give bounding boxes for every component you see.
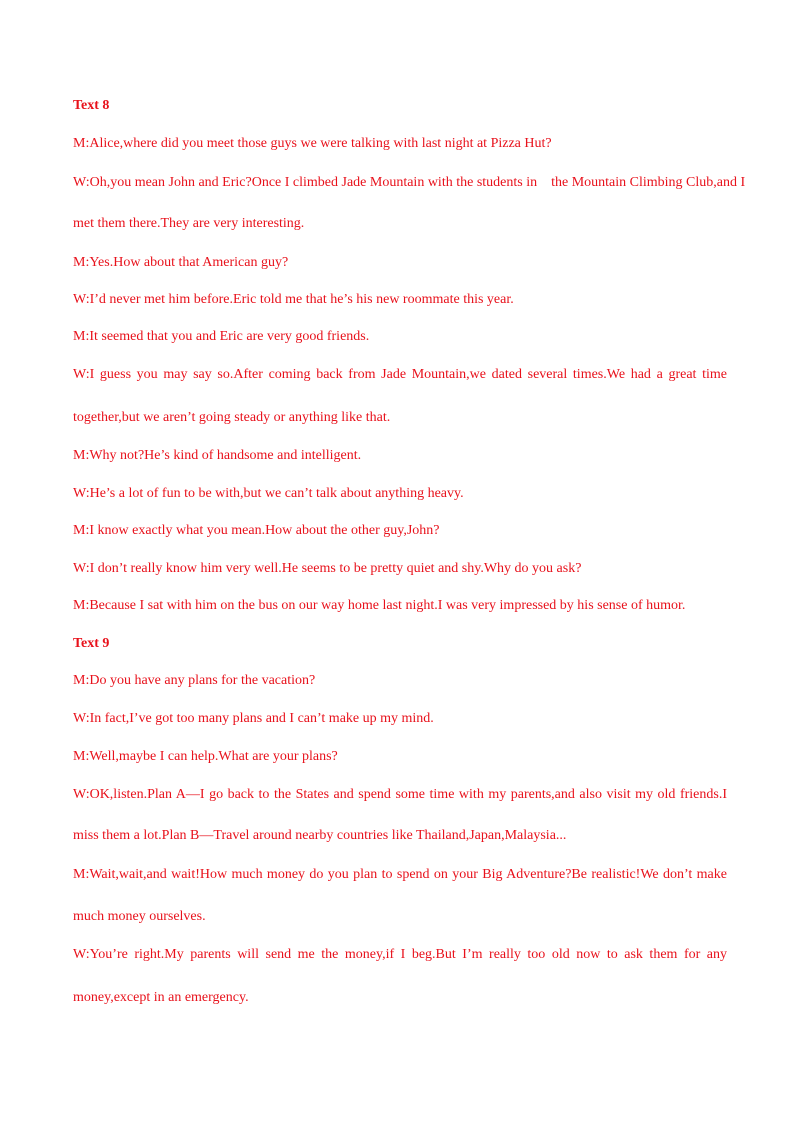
dialogue-line: much money ourselves.	[73, 909, 206, 924]
dialogue-line: M:Yes.How about that American guy?	[73, 255, 289, 270]
dialogue-line: W:I’d never met him before.Eric told me that he’s his new roommate this year.	[73, 292, 514, 307]
dialogue-line: M:Alice,where did you meet those guys we were talking with last night at Pizza Hut?	[73, 136, 552, 151]
section-heading-text-9: Text 9	[73, 636, 110, 651]
dialogue-line: M:Why not?He’s kind of handsome and intelligent.	[73, 448, 362, 463]
dialogue-line: M:Because I sat with him on the bus on our way home last night.I was very impressed by his sense of humor.	[73, 598, 686, 613]
dialogue-line: M:Do you have any plans for the vacation?	[73, 673, 316, 688]
dialogue-line: M:Well,maybe I can help.What are your plans?	[73, 749, 338, 764]
dialogue-line: met them there.They are very interesting.	[73, 216, 305, 231]
dialogue-line: W:He’s a lot of fun to be with,but we can’t talk about anything heavy.	[73, 486, 464, 501]
dialogue-line: M:Wait,wait,and wait!How much money do you plan to spend on your Big Adventure?Be realistic!We don’t make	[73, 867, 727, 882]
dialogue-line: M:It seemed that you and Eric are very good friends.	[73, 329, 370, 344]
dialogue-line: M:I know exactly what you mean.How about the other guy,John?	[73, 523, 440, 538]
dialogue-line: W:You’re right.My parents will send me the money,if I beg.But I’m really too old now to ask them for any	[73, 947, 727, 962]
dialogue-line: W:I guess you may say so.After coming back from Jade Mountain,we dated several times.We had a great time	[73, 367, 727, 382]
dialogue-line: W:Oh,you mean John and Eric?Once I climbed Jade Mountain with the students in the Mountain Climbing Club,and I	[73, 175, 746, 190]
dialogue-line: W:OK,listen.Plan A—I go back to the States and spend some time with my parents,and also visit my old friends.I	[73, 787, 727, 802]
dialogue-line: together,but we aren’t going steady or anything like that.	[73, 410, 391, 425]
dialogue-line: money,except in an emergency.	[73, 990, 249, 1005]
section-heading-text-8: Text 8	[73, 98, 110, 113]
dialogue-line: W:In fact,I’ve got too many plans and I can’t make up my mind.	[73, 711, 434, 726]
dialogue-line: miss them a lot.Plan B—Travel around nearby countries like Thailand,Japan,Malaysia...	[73, 828, 567, 843]
dialogue-line: W:I don’t really know him very well.He seems to be pretty quiet and shy.Why do you ask?	[73, 561, 582, 576]
